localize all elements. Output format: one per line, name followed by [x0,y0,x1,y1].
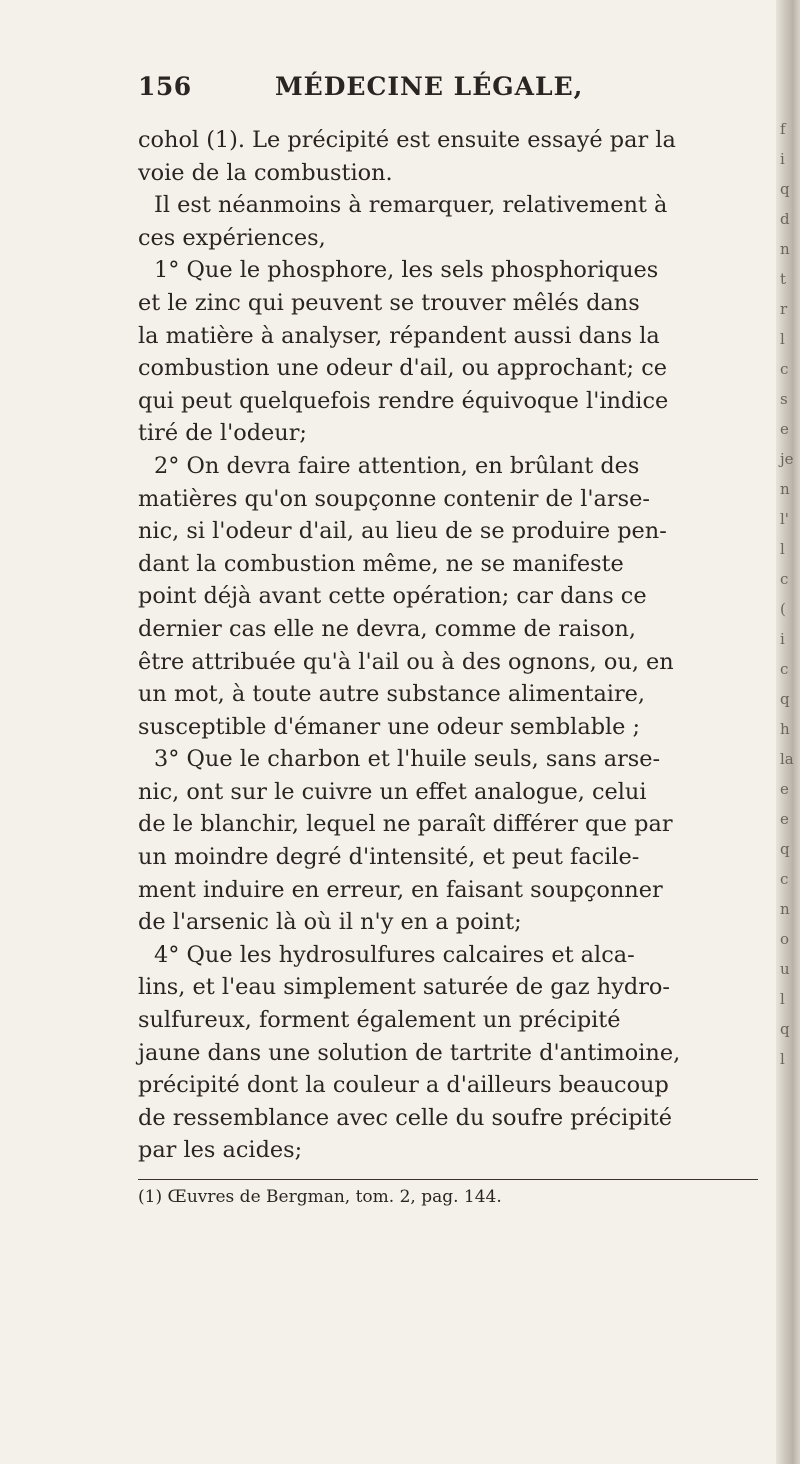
edge-fragment: q [780,180,790,198]
edge-fragment: je [780,450,794,468]
edge-fragment: n [780,480,790,498]
edge-fragment: l [780,1050,785,1068]
edge-fragment: s [780,390,788,408]
edge-fragment: l [780,330,785,348]
text-line: jaune dans une solution de tartrite d'antimoine, [138,1039,681,1066]
edge-fragment: c [780,660,789,678]
facing-page-edge [776,0,800,1464]
text-line: 1° Que le phosphore, les sels phosphoriques [154,257,659,284]
text-line: nic, ont sur le cuivre un effet analogue, celui [138,778,647,805]
edge-fragment: o [780,930,790,948]
edge-fragment: l [780,540,785,558]
edge-fragment: q [780,840,790,858]
text-line: point déjà avant cette opération; car dans ce [138,583,647,610]
text-line: 4° Que les hydrosulfures calcaires et alca- [154,941,635,968]
edge-fragment: i [780,630,785,648]
edge-fragment: ( [780,600,786,618]
text-line: voie de la combustion. [138,159,393,186]
edge-fragment: l' [780,510,789,528]
edge-fragment: q [780,1020,790,1038]
text-line: précipité dont la couleur a d'ailleurs beaucoup [138,1072,669,1099]
book-page [138,58,768,1210]
text-line: de ressemblance avec celle du soufre précipité [138,1104,673,1131]
edge-fragment: c [780,360,789,378]
text-line: un moindre degré d'intensité, et peut facile- [138,844,640,871]
edge-fragment: e [780,420,789,438]
text-line: lins, et l'eau simplement saturée de gaz hydro- [138,974,670,1001]
text-line: 3° Que le charbon et l'huile seuls, sans arse- [154,746,661,773]
text-line: cohol (1). Le précipité est ensuite essayé par la [138,127,676,153]
text-line: combustion une odeur d'ail, ou approchant; ce [138,355,667,382]
text-line: qui peut quelquefois rendre équivoque l'indice [138,387,669,414]
edge-fragment: l [780,990,785,1008]
edge-fragment: d [780,210,790,228]
edge-fragment: c [780,570,789,588]
body-text [138,124,768,1167]
footnote: (1) Œuvres de Bergman, tom. 2, pag. 144. [138,1187,502,1207]
text-line: Il est néanmoins à remarquer, relativement à [154,192,668,219]
page-number: 156 [138,72,192,101]
text-line: susceptible d'émaner une odeur semblable ; [138,713,641,740]
edge-fragment: u [780,960,790,978]
edge-fragment: n [780,900,790,918]
edge-fragment: f [780,120,786,138]
edge-fragment: la [780,750,794,768]
edge-fragment: t [780,270,787,288]
text-line: la matière à analyser, répandent aussi dans la [138,322,660,349]
text-line: sulfureux, forment également un précipité [138,1007,621,1034]
edge-fragment: c [780,870,789,888]
edge-fragment: i [780,150,785,168]
edge-fragment: n [780,240,790,258]
text-line: et le zinc qui peuvent se trouver mêlés dans [138,289,640,316]
edge-fragment: e [780,810,789,828]
running-header [138,58,768,102]
text-line: un mot, à toute autre substance alimentaire, [138,681,646,708]
footnote-rule [138,1179,758,1180]
text-line: dernier cas elle ne devra, comme de raison, [138,615,636,642]
text-line: de l'arsenic là où il n'y en a point; [138,909,522,936]
edge-fragment: h [780,720,790,738]
text-line: 2° On devra faire attention, en brûlant des [154,452,640,479]
edge-fragment: e [780,780,789,798]
text-line: ment induire en erreur, en faisant soupçonner [138,876,663,903]
text-line: ces expériences, [138,224,326,251]
text-line: nic, si l'odeur d'ail, au lieu de se produire pen- [138,518,667,545]
edge-fragment: q [780,690,790,708]
text-line: par les acides; [138,1137,303,1164]
running-title: MÉDECINE LÉGALE, [275,72,584,101]
text-line: de le blanchir, lequel ne paraît différer que par [138,811,673,838]
text-line: être attribuée qu'à l'ail ou à des ognons, ou, en [138,648,674,675]
text-line: dant la combustion même, ne se manifeste [138,550,624,577]
edge-fragment: r [780,300,788,318]
text-line: matières qu'on soupçonne contenir de l'arse- [138,485,650,512]
text-line: tiré de l'odeur; [138,420,307,447]
